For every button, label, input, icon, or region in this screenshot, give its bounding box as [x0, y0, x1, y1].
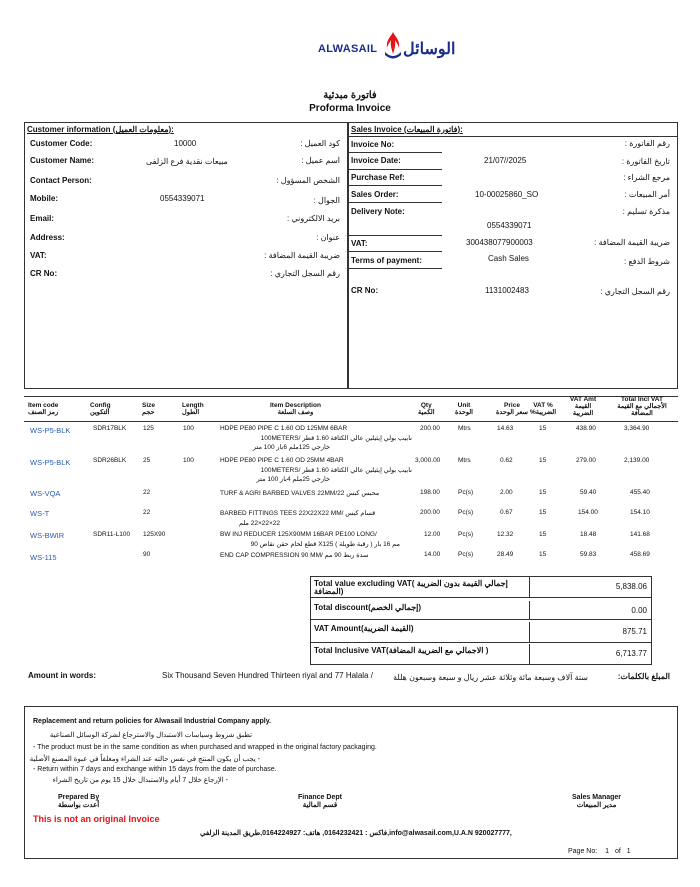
- terms-payment-label: Terms of payment:: [351, 256, 422, 265]
- item-unit: Pc(s): [458, 551, 474, 558]
- amount-words-en: Six Thousand Seven Hundred Thirteen riyal and 77 Halala /: [162, 671, 373, 680]
- address-label-ar: عنوان :: [316, 233, 340, 242]
- signature-sales-manager: Sales Manager مدير المبيعات: [572, 794, 622, 809]
- item-vat-amt: 18.48: [580, 531, 597, 538]
- sales-cr-label-ar: رقم السجل التجاري :: [600, 287, 670, 296]
- item-vat: 15: [539, 425, 547, 432]
- item-size: 25: [143, 457, 151, 464]
- item-code[interactable]: WS-P5-BLK: [30, 426, 71, 435]
- item-vat-amt: 59.83: [580, 551, 597, 558]
- total-discount-value: 0.00: [631, 606, 647, 615]
- item-code[interactable]: WS-VQA: [30, 489, 61, 498]
- contact-info: فاكس : 0164232421, هاتف: 0164224927,طريق المدينة الزلفي,info@alwasail.com,U.A.N 920027777,: [200, 830, 512, 837]
- col-header-size: Size حجم: [142, 402, 156, 416]
- item-size: 22: [143, 489, 151, 496]
- mobile-label-ar: الجوال :: [313, 196, 340, 205]
- sales-cr-label: CR No:: [351, 286, 379, 295]
- customer-code-label-ar: كود العميل :: [300, 139, 340, 148]
- item-size: 125: [143, 425, 154, 432]
- total-discount-row: [311, 601, 651, 620]
- customer-heading: Customer information (معلومات العميل):: [27, 125, 174, 134]
- item-vat: 15: [539, 509, 547, 516]
- item-vat: 15: [539, 457, 547, 464]
- item-code[interactable]: WS-BWIR: [30, 531, 65, 540]
- totals-box: [310, 576, 652, 665]
- item-unit: Mtrs: [458, 457, 471, 464]
- item-config: SDR26BLK: [93, 457, 127, 464]
- mobile-label: Mobile:: [30, 194, 58, 203]
- item-qty: 3,000.00: [415, 457, 441, 464]
- item-price: 0.62: [500, 457, 513, 464]
- item-desc-line: BARBED FITTINGS TEES 22X22X22 MM/ قسام كبس: [220, 510, 376, 517]
- sales-order-label-ar: أمر المبيعات :: [624, 190, 670, 199]
- item-unit: Pc(s): [458, 509, 474, 516]
- not-original-warning: This is not an original Invoice: [33, 814, 160, 824]
- sales-order-label: Sales Order:: [351, 190, 399, 199]
- contact-person-label-ar: الشخص المسؤول :: [276, 176, 340, 185]
- col-header-vat-amt: VAT Amt القيمة الضريبة: [569, 396, 597, 417]
- signature-prepared-by: Prepared By أعدت بواسطة: [58, 794, 100, 809]
- title-en: Proforma Invoice: [309, 103, 391, 114]
- total-excl-vat-value: 5,838.06: [615, 582, 647, 591]
- item-price: 28.49: [497, 551, 514, 558]
- logo-text-ar: الوسائل: [403, 41, 456, 58]
- item-qty: 200.00: [420, 509, 440, 516]
- item-qty: 12.00: [424, 531, 441, 538]
- delivery-note-label: Delivery Note:: [351, 207, 405, 216]
- item-qty: 200.00: [420, 425, 440, 432]
- purchase-ref-label-ar: مرجع الشراء :: [623, 173, 670, 182]
- item-total: 455.40: [630, 489, 650, 496]
- address-label: Address:: [30, 233, 65, 242]
- vat-amount-label: VAT Amount(القيمة الضريبة): [314, 624, 414, 633]
- col-header-item-code: Item code رمز الصنف: [28, 402, 59, 416]
- item-desc-line: 22×22×22 ملم: [238, 520, 280, 527]
- total-discount-label: Total discount(إجمالي الخصم): [314, 603, 422, 612]
- col-header-unit: Unit الوحدة: [455, 402, 473, 416]
- item-code[interactable]: WS-T: [30, 509, 50, 518]
- total-incl-vat-row: [311, 644, 651, 665]
- invoice-no-label: Invoice No:: [351, 140, 395, 149]
- item-size: 22: [143, 509, 151, 516]
- col-header-config: Config التكوين: [90, 402, 111, 416]
- customer-name-label-ar: اسم عميل :: [301, 156, 340, 165]
- total-incl-vat-label: Total Inclusive VAT(الاجمالي مع الضريبة المضافة ): [314, 646, 489, 655]
- customer-name-value: مبيعات نقدية فرع الزلفى: [146, 157, 228, 166]
- sales-vat-label-ar: ضريبة القيمة المضافة :: [594, 238, 670, 247]
- customer-cr-label: CR No:: [30, 269, 58, 278]
- item-size: 90: [143, 551, 151, 558]
- item-code[interactable]: WS-115: [30, 553, 57, 562]
- invoice-date-value: 21/07//2025: [484, 156, 527, 165]
- item-desc-line: مم 16 بار ( رقبة طويلة ) X125 قطع لحام حقن نقاص 90: [250, 541, 400, 548]
- item-total: 458.69: [630, 551, 650, 558]
- company-logo: [318, 30, 456, 72]
- item-qty: 14.00: [424, 551, 441, 558]
- item-desc-line: نابيب بولي إيثيلين عالي الكثافة 1.60 قطر /100METERS: [260, 435, 412, 442]
- amount-words-ar: ستة آلاف وسبعة مائة وثلاثة عشر ريال و سبعة وسبعون هللة: [393, 673, 588, 682]
- item-desc-line: TURF & AGRI BARBED VALVES 22MM/22 محبس كبس: [220, 490, 380, 497]
- item-total: 2,139.00: [624, 457, 650, 464]
- item-config: SDR11-L100: [93, 531, 131, 538]
- item-price: 12.32: [497, 531, 514, 538]
- amount-words-label-ar: المبلغ بالكلمات:: [617, 672, 670, 681]
- item-length: 100: [183, 457, 194, 464]
- signature-finance-dept: Finance Dept قسم المالية: [298, 794, 342, 809]
- email-label: Email:: [30, 214, 55, 223]
- item-vat: 15: [539, 531, 547, 538]
- col-header-qty: Qty الكمية: [418, 402, 435, 416]
- sales-order-value: 10-00025860_SO: [475, 190, 539, 199]
- policy-title-ar: تطبق شروط وسياسات الاستبدال والاسترجاع لشركة الوسائل الصناعية: [49, 732, 252, 739]
- policy-line: - The product must be in the same condition as when purchased and wrapped in the original factory packaging.: [33, 744, 377, 751]
- item-desc-line: خارجي 125ملم 6بار 100 متر: [252, 444, 330, 451]
- purchase-ref-label: Purchase Ref:: [351, 173, 405, 182]
- total-incl-vat-value: 6,713.77: [615, 649, 647, 658]
- invoice-date-label: Invoice Date:: [351, 156, 401, 165]
- delivery-note-value: 0554339071: [487, 221, 532, 230]
- item-total: 154.10: [630, 509, 650, 516]
- policy-line: - الإرجاع خلال 7 أيام والاستبدال خلال 15 يوم من تاريخ الشراء: [52, 777, 228, 784]
- item-size: 125X90: [143, 531, 166, 538]
- item-desc-line: نابيب بولي إيثيلين عالي الكثافة 1.60 قطر /100METERS: [260, 467, 412, 474]
- item-unit: Mtrs: [458, 425, 471, 432]
- policy-line: - Return within 7 days and exchange within 15 days from the date of purchase.: [33, 766, 277, 773]
- vat-amount-row: [311, 622, 651, 643]
- total-excl-vat-label: Total value excluding VAT( إجمالي القيمة بدون الضريبة المضافة): [314, 579, 508, 596]
- col-header-description: Item Description وصف السلعة: [270, 402, 321, 416]
- invoice-no-label-ar: رقم الفاتورة :: [624, 139, 670, 148]
- item-vat: 15: [539, 551, 547, 558]
- item-desc-line: END CAP COMPRESSION 90 MM/ سدة ربط 90 مم: [220, 552, 369, 559]
- email-label-ar: بريد الالكتروني :: [287, 214, 340, 223]
- customer-code-label: Customer Code:: [30, 139, 93, 148]
- customer-name-label: Customer Name:: [30, 156, 95, 165]
- sales-vat-value: 300438077900003: [466, 238, 533, 247]
- item-total: 141.68: [630, 531, 650, 538]
- vat-amount-value: 875.71: [622, 627, 647, 636]
- item-price: 0.67: [500, 509, 513, 516]
- col-header-length: Length الطول: [182, 402, 204, 416]
- col-header-total: Total Incl VAT الأجمالي مع القيمة المضافة: [617, 396, 667, 417]
- col-header-vat-pct: VAT % %الضريبة: [530, 402, 557, 416]
- logo-text-en: ALWASAIL: [318, 43, 378, 55]
- item-desc-line: HDPE PE80 PIPE C 1.60 OD 125MM 6BAR: [220, 425, 348, 432]
- item-unit: Pc(s): [458, 489, 474, 496]
- invoice-date-label-ar: تاريخ الفاتورة :: [621, 157, 670, 166]
- customer-vat-label-ar: ضريبة القيمة المضافة :: [264, 251, 340, 260]
- item-vat-amt: 154.00: [578, 509, 598, 516]
- item-desc-line: خارجي 25ملم 4بار 100 متر: [256, 476, 330, 483]
- amount-words-label: Amount in words:: [28, 671, 96, 680]
- customer-vat-label: VAT:: [30, 251, 47, 260]
- policy-line: - يجب أن يكون المنتج في نفس حالته عند الشراء ومغلفاً في عبوة المصنع الأصلية: [29, 756, 260, 763]
- item-unit: Pc(s): [458, 531, 474, 538]
- item-price: 2.00: [500, 489, 513, 496]
- customer-cr-label-ar: رقم السجل التجاري :: [270, 269, 340, 278]
- item-vat-amt: 438.90: [576, 425, 596, 432]
- item-desc-line: BW INJ REDUCER 125X90MM 16BAR PE100 LONG/: [220, 531, 377, 538]
- item-config: SDR17BLK: [93, 425, 127, 432]
- terms-payment-value: Cash Sales: [488, 254, 529, 263]
- item-length: 100: [183, 425, 194, 432]
- item-price: 14.63: [497, 425, 514, 432]
- mobile-value: 0554339071: [160, 194, 205, 203]
- total-excl-vat-row: [311, 577, 651, 598]
- item-code[interactable]: WS-P5-BLK: [30, 458, 71, 467]
- customer-code-value: 10000: [174, 139, 197, 148]
- item-vat-amt: 59.40: [580, 489, 597, 496]
- item-total: 3,364.90: [624, 425, 650, 432]
- sales-vat-label: VAT:: [351, 239, 368, 248]
- delivery-note-label-ar: مذكرة تسليم :: [622, 207, 670, 216]
- item-desc-line: HDPE PE80 PIPE C 1.60 OD 25MM 4BAR: [220, 457, 344, 464]
- terms-payment-label-ar: شروط الدفع :: [624, 257, 670, 266]
- contact-person-label: Contact Person:: [30, 176, 92, 185]
- item-qty: 198.00: [420, 489, 440, 496]
- flame-logo-icon: [382, 30, 404, 60]
- item-vat-amt: 279.00: [576, 457, 596, 464]
- col-header-price: Price سعر الوحدة: [496, 402, 528, 416]
- policy-title-en: Replacement and return policies for Alwasail Industrial Company apply.: [33, 718, 272, 725]
- sales-heading: Sales Invoice (فاتورة المبيعات):: [351, 125, 463, 134]
- item-vat: 15: [539, 489, 547, 496]
- page-number: Page No: 1 of 1: [568, 848, 631, 855]
- sales-cr-value: 1131002483: [485, 286, 529, 295]
- title-ar: فاتورة مبدئية: [323, 90, 377, 101]
